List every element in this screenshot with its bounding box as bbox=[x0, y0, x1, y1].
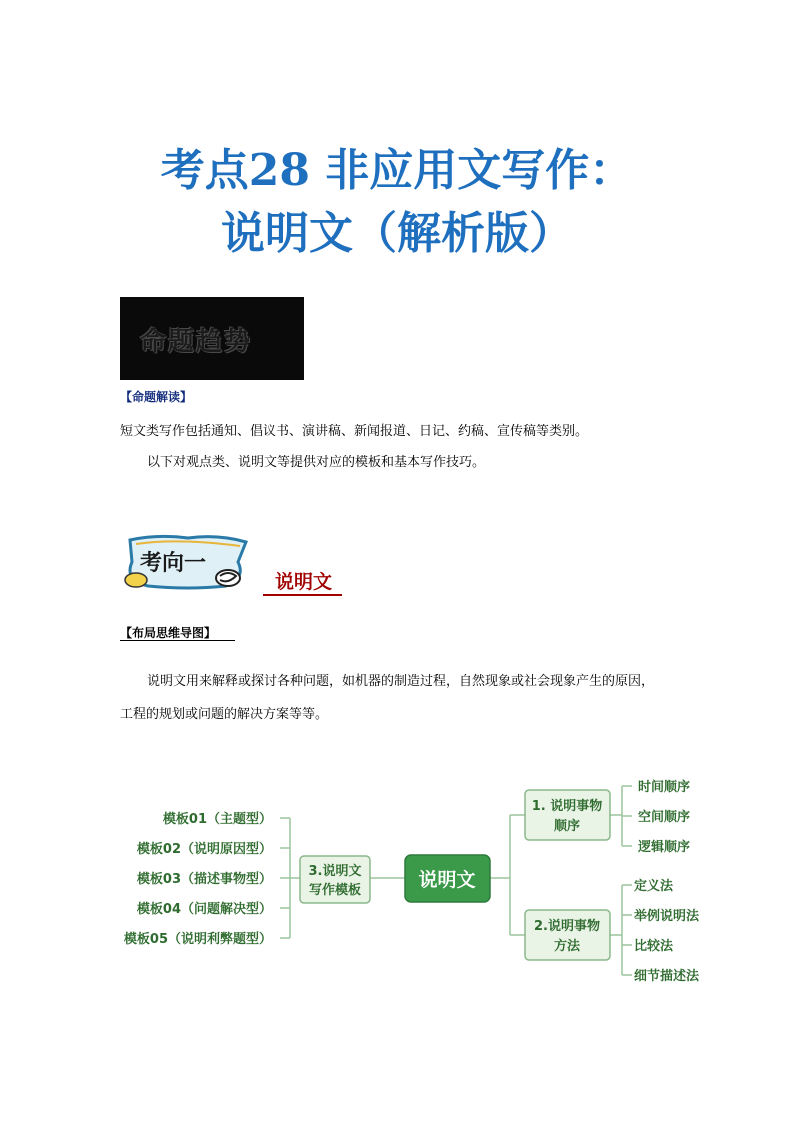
template-05: 模板05（说明利弊题型） bbox=[123, 932, 272, 947]
template-03: 模板03（描述事物型） bbox=[136, 872, 272, 887]
mind-map-center-label: 说明文 bbox=[418, 869, 476, 891]
paragraph-2: 以下对观点类、说明文等提供对应的模板和基本写作技巧。 bbox=[147, 455, 486, 470]
method-comparison: 比较法 bbox=[634, 939, 674, 954]
section-tag-interpretation: 【命题解读】 bbox=[120, 390, 193, 404]
method-example: 举例说明法 bbox=[634, 909, 700, 924]
order-node-line2: 顺序 bbox=[553, 819, 581, 834]
sub-title-expository: 说明文 bbox=[263, 570, 342, 596]
order-node-line1: 1. 说明事物 bbox=[531, 799, 603, 814]
template-01: 模板01（主题型） bbox=[162, 812, 272, 827]
paragraph-1: 短文类写作包括通知、倡议书、演讲稿、新闻报道、日记、约稿、宣传稿等类别。 bbox=[120, 424, 589, 439]
left-node-line2: 写作模板 bbox=[308, 883, 362, 898]
left-node-line1: 3.说明文 bbox=[308, 864, 362, 879]
section-tag-mindmap: 【布局思维导图】 bbox=[120, 626, 217, 640]
template-04: 模板04（问题解决型） bbox=[136, 902, 272, 917]
method-definition: 定义法 bbox=[634, 879, 674, 894]
mind-map bbox=[0, 760, 794, 1000]
order-logic: 逻辑顺序 bbox=[638, 840, 691, 855]
order-time: 时间顺序 bbox=[638, 780, 691, 795]
order-space: 空间顺序 bbox=[638, 810, 691, 825]
template-02: 模板02（说明原因型） bbox=[136, 842, 272, 857]
method-detail: 细节描述法 bbox=[634, 969, 700, 984]
badge-label: 考向一 bbox=[140, 550, 207, 576]
method-node-line2: 方法 bbox=[553, 939, 581, 954]
page-title-line2: 说明文（解析版） bbox=[221, 208, 573, 259]
paragraph-4: 工程的规划或问题的解决方案等等。 bbox=[120, 707, 329, 722]
topic-trend-banner bbox=[120, 297, 304, 380]
section-tag-underline bbox=[120, 640, 235, 641]
paragraph-3: 说明文用来解释或探讨各种问题，如机器的制造过程，自然现象或社会现象产生的原因， bbox=[147, 674, 655, 689]
direction-badge bbox=[118, 532, 253, 592]
banner-label: 命题趋势 bbox=[140, 327, 253, 357]
page-title-line1: 考点28 非应用文写作： bbox=[160, 145, 634, 196]
method-node-line1: 2.说明事物 bbox=[534, 919, 600, 934]
